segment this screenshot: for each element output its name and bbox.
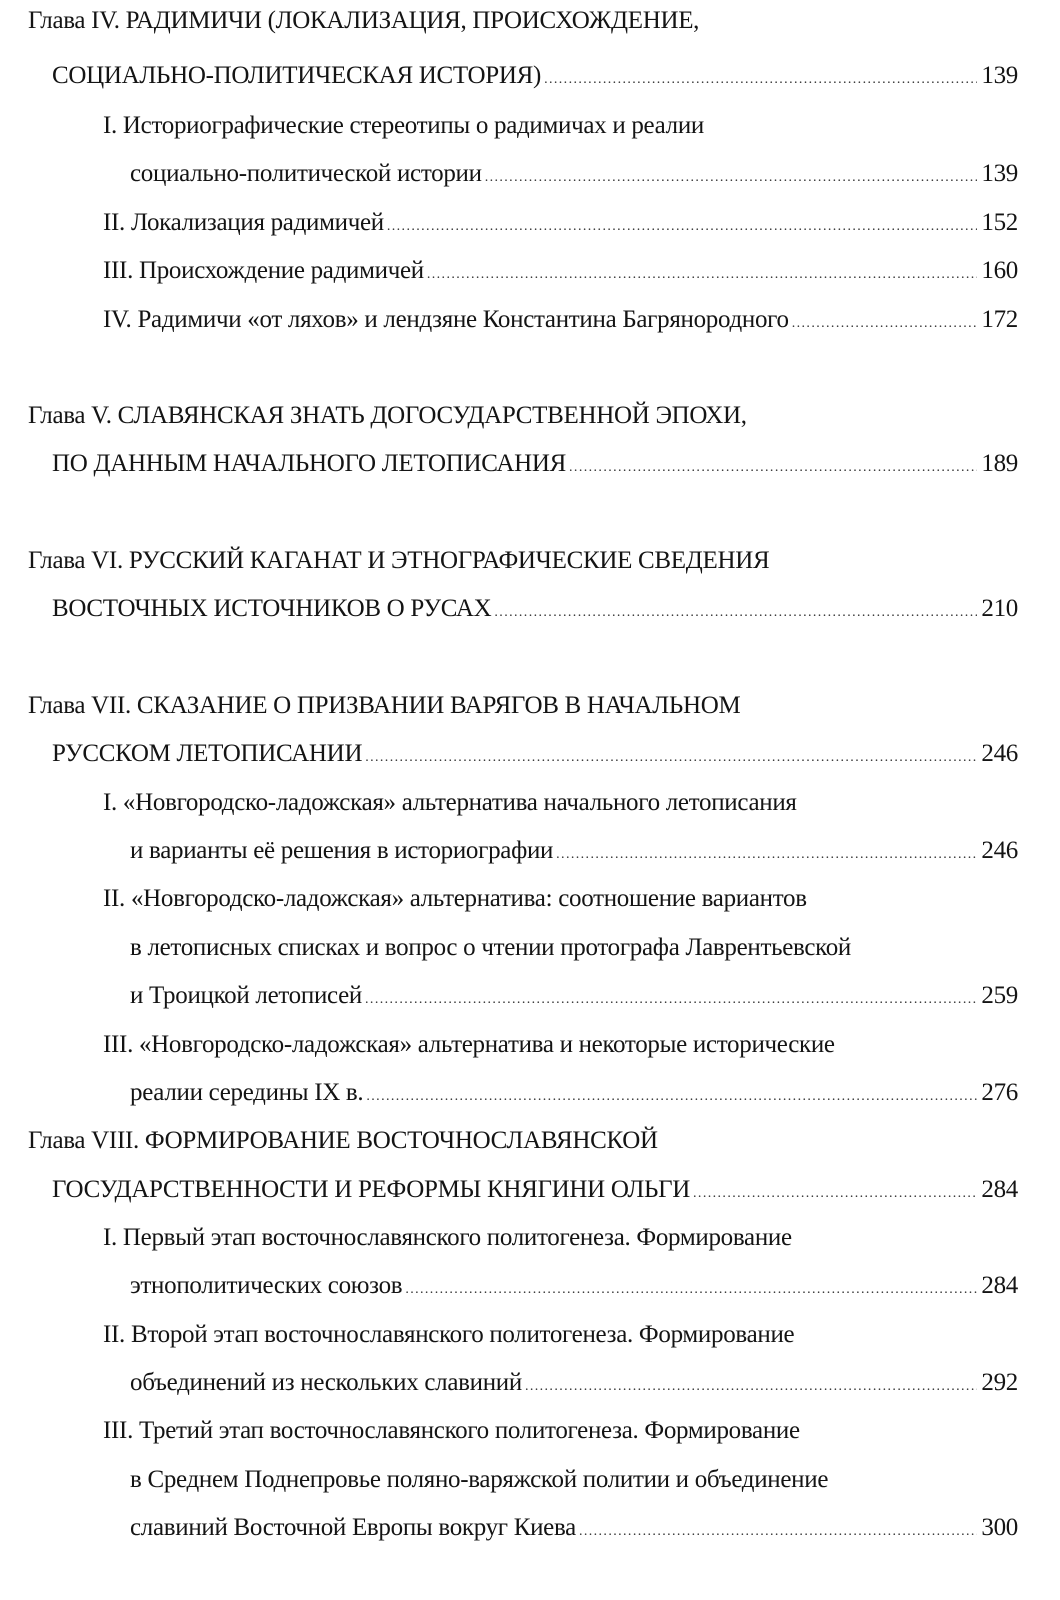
dot-leader	[405, 1275, 977, 1305]
page-number: 276	[981, 1079, 1018, 1106]
toc-section-8-3-entry	[130, 1513, 1018, 1543]
dot-leader	[569, 453, 977, 483]
page-number: 172	[981, 306, 1018, 333]
toc-section-title: IV. Радимичи «от ляхов» и лендзяне Константина Багрянородного	[103, 306, 789, 333]
dot-leader	[525, 1372, 977, 1402]
toc-chapter-7-title-cont: РУССКОМ ЛЕТОПИСАНИИ	[52, 740, 363, 767]
page-number: 152	[981, 209, 1018, 236]
toc-section-title-cont: объединений из нескольких славиний	[130, 1369, 522, 1396]
toc-chapter-6-title: Глава VI. РУССКИЙ КАГАНАТ И ЭТНОГРАФИЧЕСКИЕ СВЕДЕНИЯ	[28, 547, 770, 574]
toc-section-title: III. Происхождение радимичей	[103, 257, 424, 284]
toc-chapter-6-title-cont: ВОСТОЧНЫХ ИСТОЧНИКОВ О РУСАХ	[52, 595, 492, 622]
page-number: 189	[981, 450, 1018, 477]
toc-chapter-5-title-cont: ПО ДАННЫМ НАЧАЛЬНОГО ЛЕТОПИСАНИЯ	[52, 450, 567, 477]
toc-section-title: I. «Новгородско-ладожская» альтернатива начального летописания	[103, 789, 797, 816]
page-number: 139	[981, 160, 1018, 187]
page-number: 246	[981, 740, 1018, 767]
dot-leader	[387, 212, 978, 242]
toc-chapter-5-title-line1	[28, 401, 747, 431]
page-number: 284	[981, 1176, 1018, 1203]
toc-section-8-3-line1	[103, 1416, 800, 1446]
toc-section-title-cont: реалии середины IX в.	[130, 1079, 364, 1106]
toc-section-title: II. Второй этап восточнославянского политогенеза. Формирование	[103, 1321, 795, 1348]
page-number: 284	[981, 1272, 1018, 1299]
toc-section-8-1-entry	[130, 1271, 1018, 1301]
toc-chapter-6-title-line1	[28, 546, 769, 576]
toc-section-title-cont: социально-политической истории	[130, 160, 482, 187]
toc-section-7-1-entry	[130, 836, 1018, 866]
toc-section-4-2-entry	[103, 208, 1018, 238]
toc-chapter-4-entry	[52, 61, 1018, 91]
toc-chapter-7-title: Глава VII. СКАЗАНИЕ О ПРИЗВАНИИ ВАРЯГОВ В НАЧАЛЬНОМ	[28, 692, 741, 719]
toc-section-title: II. «Новгородско-ладожская» альтернатива: соотношение вариантов	[103, 885, 807, 912]
toc-chapter-7-title-line1	[28, 691, 740, 721]
toc-section-8-1-line1	[103, 1223, 792, 1253]
toc-chapter-8-title: Глава VIII. ФОРМИРОВАНИЕ ВОСТОЧНОСЛАВЯНСКОЙ	[28, 1127, 658, 1154]
toc-chapter-8-title-cont: ГОСУДАРСТВЕННОСТИ И РЕФОРМЫ КНЯГИНИ ОЛЬГИ	[52, 1176, 691, 1203]
toc-section-7-3-line1	[103, 1030, 835, 1060]
toc-chapter-8-entry	[52, 1175, 1018, 1205]
toc-section-title-cont: славиний Восточной Европы вокруг Киева	[130, 1514, 576, 1541]
toc-chapter-5-entry	[52, 449, 1018, 479]
dot-leader	[366, 1082, 977, 1112]
toc-chapter-4-title-line1	[28, 6, 699, 36]
toc-section-4-3-entry	[103, 256, 1018, 286]
toc-section-7-3-entry	[130, 1078, 1018, 1108]
toc-section-7-1-line1	[103, 788, 797, 818]
toc-chapter-7-entry	[52, 739, 1018, 769]
dot-leader	[792, 309, 978, 339]
toc-section-title: I. Историографические стереотипы о радимичах и реалии	[103, 112, 704, 139]
page-number: 210	[981, 595, 1018, 622]
toc-section-8-2-line1	[103, 1320, 794, 1350]
toc-chapter-5-title: Глава V. СЛАВЯНСКАЯ ЗНАТЬ ДОГОСУДАРСТВЕННОЙ ЭПОХИ,	[28, 402, 747, 429]
toc-section-title-cont: и Троицкой летописей	[130, 982, 363, 1009]
dot-leader	[556, 840, 977, 870]
dot-leader	[494, 598, 977, 628]
dot-leader	[365, 743, 977, 773]
page-number: 160	[981, 257, 1018, 284]
toc-section-8-2-entry	[130, 1368, 1018, 1398]
toc-section-4-1-entry	[130, 159, 1018, 189]
toc-chapter-4-title: Глава IV. РАДИМИЧИ (ЛОКАЛИЗАЦИЯ, ПРОИСХОЖДЕНИЕ,	[28, 7, 700, 34]
toc-section-title-cont: в Среднем Поднепровье поляно-варяжской политии и объединение	[130, 1466, 829, 1493]
toc-section-7-2-line1	[103, 884, 807, 914]
toc-chapter-8-title-line1	[28, 1126, 658, 1156]
toc-chapter-6-entry	[52, 594, 1018, 624]
toc-section-7-2-line2	[130, 933, 851, 963]
toc-section-title: III. «Новгородско-ладожская» альтернатива и некоторые исторические	[103, 1031, 835, 1058]
page-number: 246	[981, 837, 1018, 864]
dot-leader	[427, 260, 978, 290]
toc-section-title-cont: в летописных списках и вопрос о чтении протографа Лаврентьевской	[130, 934, 852, 961]
page-number: 292	[981, 1369, 1018, 1396]
toc-section-4-4-entry	[103, 305, 1018, 335]
dot-leader	[693, 1179, 977, 1209]
toc-section-title-cont: и варианты её решения в историографии	[130, 837, 554, 864]
toc-section-title-cont: этнополитических союзов	[130, 1272, 403, 1299]
dot-leader	[485, 163, 978, 193]
toc-chapter-4-title-cont: СОЦИАЛЬНО-ПОЛИТИЧЕСКАЯ ИСТОРИЯ)	[52, 62, 542, 89]
toc-section-title: I. Первый этап восточнославянского политогенеза. Формирование	[103, 1224, 792, 1251]
toc-section-title: II. Локализация радимичей	[103, 209, 384, 236]
toc-section-title: III. Третий этап восточнославянского политогенеза. Формирование	[103, 1417, 800, 1444]
toc-section-4-1-line1	[103, 111, 704, 141]
dot-leader	[365, 985, 977, 1015]
page-number: 300	[981, 1514, 1018, 1541]
page-number: 139	[981, 62, 1018, 89]
toc-section-7-2-entry	[130, 981, 1018, 1011]
toc-section-8-3-line2	[130, 1465, 828, 1495]
dot-leader	[544, 65, 977, 95]
dot-leader	[579, 1517, 977, 1547]
page-number: 259	[981, 982, 1018, 1009]
